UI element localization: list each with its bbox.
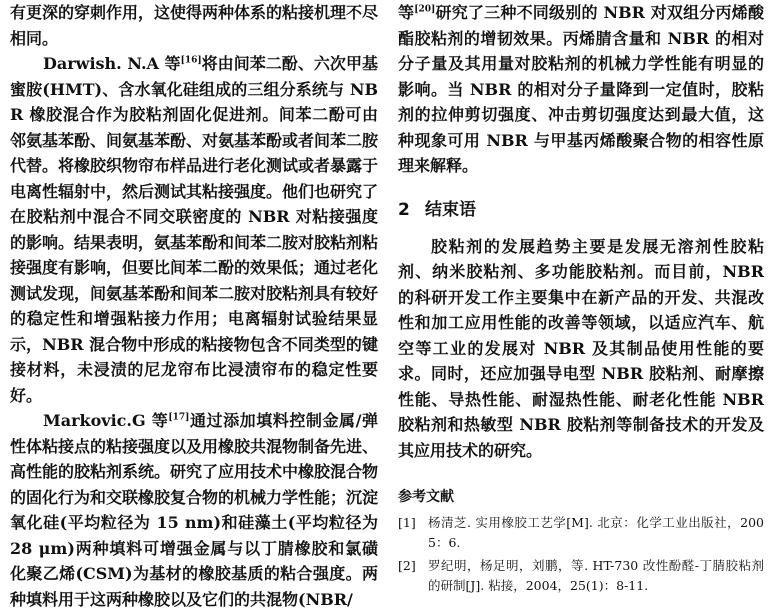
paragraph-text: 研究了三种不同级别的 NBR 对双组分丙烯酸酯胶粘剂的增韧效果。丙烯腈含量和 NBR 的相对分子量及其用量对胶粘剂的机械力学性能有明显的影响。当 NBR 的相对分子量降到一定值时，胶粘剂的拉伸剪切强度、冲击剪切强度达到最大值，这种现象可用 NBR 与甲基丙烯酸聚合物的相容性原理来解释。 bbox=[398, 3, 764, 175]
right-column bbox=[398, 0, 764, 599]
left-column bbox=[10, 0, 378, 612]
paragraph-markovic bbox=[10, 408, 378, 612]
author-name: Markovic.G 等 bbox=[43, 411, 169, 430]
references-title: 参考文献 bbox=[398, 489, 454, 505]
paragraph-prefix: 等 bbox=[398, 3, 415, 22]
citation-ref: [20] bbox=[414, 4, 436, 15]
paragraph-text: 通过添加填料控制金属/弹性体粘接点的粘接强度以及用橡胶共混物制备先进、高性能的胶粘剂系统。研究了应用技术中橡胶混合物的固化行为和交联橡胶复合物的机械力学性能；沉淀氧化硅(平均粒径为 15 nm)和硅藻土(平均粒径为 28 μm)两种填料可增强金属与以丁腈橡胶和氯磺化聚乙烯(CSM)为基材的橡胶基质的粘合强度。两种填料用于这两种橡胶以及它们的共混物(NBR/ bbox=[10, 411, 379, 609]
section-heading bbox=[398, 198, 764, 222]
reference-item bbox=[398, 556, 764, 595]
citation-ref: [16] bbox=[180, 55, 202, 66]
paragraph-darwish bbox=[10, 51, 378, 408]
reference-text: 杨清芝. 实用橡胶工艺学[M]. 北京：化学工业出版社，2005：6. bbox=[428, 515, 764, 550]
paragraph-conclusion: 胶粘剂的发展趋势主要是发展无溶剂性胶粘剂、纳米胶粘剂、多功能胶粘剂。而目前，NBR 的科研开发工作主要集中在新产品的开发、共混改性和加工应用性能的改善等领域，以适应汽车、航空等工业的发展对 NBR 及其制品使用性能的要求。同时，还应加强导电型 NBR 胶粘剂、耐摩擦性能、导热性能、耐湿热性能、耐老化性能 NBR 胶粘剂和热敏型 NBR 胶粘剂等制备技术的开发及其应用技术的研究。 bbox=[398, 236, 764, 460]
author-name: Darwish. N.A 等 bbox=[43, 54, 181, 73]
reference-number: [1] bbox=[398, 515, 416, 530]
section-title: 结束语 bbox=[425, 199, 476, 220]
section-number: 2 bbox=[398, 199, 410, 220]
paragraph-nbr-acrylate bbox=[398, 0, 764, 179]
reference-number: [2] bbox=[398, 558, 416, 573]
reference-text: 罗纪明，杨足明，刘鹏，等. HT-730 改性酚醛-丁腈胶粘剂的研制[J]. 粘接，2004，25(1)：8-11. bbox=[428, 558, 764, 593]
paragraph-text: 将由间苯二酚、六次甲基蜜胺(HMT)、含水氧化硅组成的三组分系统与 NBR 橡胶混合作为胶粘剂固化促进剂。间苯二酚可由邻氨基苯酚、间氨基苯酚、对氨基苯酚或者间苯二胺代替。将橡胶织物帘布样品进行老化测试或者暴露于电离性辐射中，然后测试其粘接强度。他们也研究了在胶粘剂中混合不同交联密度的 NBR 对粘接强度的影响。结果表明，氨基苯酚和间苯二胺对胶粘剂粘接强度有影响，但要比间苯二酚的效果低；通过老化测试发现，间氨基苯酚和间苯二胺对胶粘剂具有较好的稳定性和增强粘接力作用；电离辐射试验结果显示，NBR 混合物中形成的粘接物包含不同类型的键接材料，未浸渍的尼龙帘布比浸渍帘布的稳定性要好。 bbox=[10, 54, 379, 405]
reference-item bbox=[398, 513, 764, 552]
citation-ref: [17] bbox=[168, 412, 190, 423]
paragraph-continuation: 有更深的穿刺作用，这使得两种体系的粘接机理不尽相同。 bbox=[10, 3, 379, 48]
